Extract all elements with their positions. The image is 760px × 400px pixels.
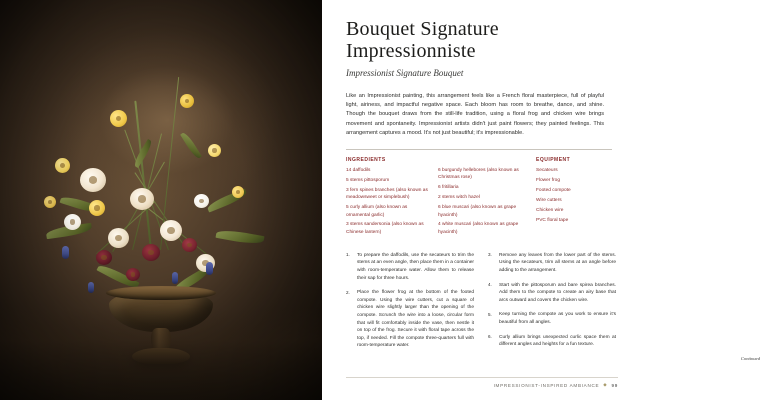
list-item: Footed compote bbox=[536, 187, 571, 193]
instruction-step bbox=[488, 334, 616, 349]
list-item: 5 stems pittosporum bbox=[346, 177, 390, 183]
instructions-column-1 bbox=[346, 252, 474, 361]
page-footer bbox=[494, 382, 618, 388]
step-text: Start with the pittosporum and bare spirea branches. Add them to the compote to create an airy base that arcs outward and covers the chicken wire. bbox=[499, 282, 616, 303]
instructions bbox=[346, 252, 760, 361]
ingredients-heading: INGREDIENTS bbox=[346, 157, 386, 164]
photo-page bbox=[0, 0, 322, 400]
list-item: 2 stems witch hazel bbox=[438, 195, 480, 201]
step-text: Keep turning the compote as you work to ensure it's beautiful from all angles. bbox=[499, 312, 616, 325]
compote-rim bbox=[106, 286, 216, 300]
footer-rule bbox=[346, 377, 618, 378]
list-item: 3 stems sandersonia (also known as Chinese lantern) bbox=[346, 222, 424, 235]
bloom-hellebore-burgundy bbox=[182, 238, 197, 252]
bloom-daffodil bbox=[89, 200, 105, 216]
list-item: 4 white muscari (also known as grape hyacinth) bbox=[438, 222, 519, 235]
bloom-orchid-cream bbox=[80, 168, 106, 192]
step-number: 6. bbox=[488, 334, 492, 340]
list-item: 6 fritillaria bbox=[438, 185, 459, 191]
bloom-hellebore-burgundy bbox=[142, 244, 160, 261]
bloom-anemone-white bbox=[194, 194, 209, 208]
instruction-step bbox=[488, 252, 616, 275]
recipe-page bbox=[322, 0, 760, 400]
list-item: Secateurs bbox=[536, 168, 558, 174]
bloom-daffodil bbox=[44, 196, 56, 208]
step-number: 3. bbox=[488, 252, 492, 258]
photo-table-surface bbox=[0, 308, 322, 400]
section-divider bbox=[346, 149, 612, 150]
list-item: 3 fern spines branches (also known as meadowsweet or simplebush) bbox=[346, 187, 428, 201]
bloom-orchid-cream bbox=[130, 188, 154, 210]
ingredients-column-2 bbox=[438, 157, 526, 239]
bloom-grape-hyacinth bbox=[62, 246, 69, 259]
bloom-daffodil bbox=[55, 158, 70, 173]
step-number: 2. bbox=[346, 289, 350, 295]
step-text: Curly allium brings unexpected curlic space them at different angles and heights for a fun texture. bbox=[499, 334, 616, 348]
page-title: Bouquet Signature Impressionniste bbox=[346, 18, 499, 62]
instruction-step bbox=[488, 311, 616, 326]
bloom-grape-hyacinth bbox=[206, 262, 213, 275]
ingredients-column-1 bbox=[346, 157, 428, 239]
list-item: Flower frog bbox=[536, 177, 560, 183]
page-number: 99 bbox=[611, 382, 618, 388]
list-item: Wire cutters bbox=[536, 197, 562, 203]
bloom-anemone-white bbox=[64, 214, 81, 230]
bloom-daffodil bbox=[110, 110, 127, 127]
ingredients-equipment-columns bbox=[346, 157, 618, 239]
list-item: 6 burgundy hellebores (also known as Christmas rose) bbox=[438, 168, 519, 181]
step-number: 1. bbox=[346, 252, 350, 258]
instruction-step bbox=[346, 252, 474, 282]
list-item: 14 daffodils bbox=[346, 168, 371, 174]
bloom-daffodil bbox=[232, 186, 244, 198]
list-item: 5 curly allium (also known as ornamental garlic) bbox=[346, 205, 408, 218]
list-item: Chicken wire bbox=[536, 207, 564, 213]
instruction-step bbox=[346, 289, 474, 350]
bloom-hellebore-burgundy bbox=[96, 250, 112, 265]
step-text: Place the flower frog at the bottom of the footed compote. Using the wire cutters, cut a square of chicken wire slightly larger than the opening of the compote. Scrunch the wire into a loose, circular form that will fit comfortably inside the vase, then nestle it on top of the frog. Secure it with floral tape across the top, if needed. Fill the compote three-quarters full with room-temperature water. bbox=[357, 290, 474, 349]
equipment-column bbox=[536, 157, 610, 239]
instruction-step bbox=[488, 282, 616, 305]
continued-note: Continued bbox=[740, 355, 760, 361]
step-text: To prepare the daffodils, use the secateurs to trim the stems at an even angle, then place them in a container with room-temperature water. Allow them to release their sap for three hours. bbox=[357, 252, 474, 281]
equipment-list bbox=[536, 167, 610, 224]
intro-paragraph: Like an Impressionist painting, this arrangement feels like a French floral masterpiece, full of playful light, airiness, and impactful negative space. Each bloom has room to breathe, dance, and shine. Though the bouquet draws from the still-life tradition, using a floral frog and chicken wire brings movement and spontaneity. Impressionist artists didn't just paint flowers; they painted feelings. This arrangement captures a mood. It's not just beautiful; it's impressionable. bbox=[346, 93, 604, 136]
ingredients-list-2 bbox=[438, 167, 526, 236]
bloom-daffodil bbox=[180, 94, 194, 108]
bloom-grape-hyacinth bbox=[88, 282, 94, 293]
diamond-icon: ◆ bbox=[603, 382, 608, 387]
list-item: PVC floral tape bbox=[536, 217, 569, 223]
page-subtitle: Impressionist Signature Bouquet bbox=[346, 68, 464, 78]
bloom-daffodil bbox=[208, 144, 221, 157]
running-head: IMPRESSIONIST-INSPIRED AMBIANCE bbox=[493, 382, 600, 388]
bloom-orchid-cream bbox=[160, 220, 182, 241]
step-number: 5. bbox=[488, 311, 492, 317]
ingredients-list-1 bbox=[346, 167, 428, 236]
step-text: Remove any leaves from the lower part of the stems. Using the secateurs, trim all stems at an angle before adding to the arrangement. bbox=[499, 252, 616, 273]
bloom-grape-hyacinth bbox=[172, 272, 178, 284]
bloom-orchid-cream bbox=[108, 228, 129, 248]
instructions-column-2 bbox=[488, 252, 760, 361]
list-item: 6 blue muscari (also known as grape hyacinth) bbox=[438, 205, 517, 218]
step-number: 4. bbox=[488, 282, 492, 288]
bloom-hellebore-burgundy bbox=[126, 268, 140, 281]
equipment-heading: EQUIPMENT bbox=[536, 157, 571, 164]
